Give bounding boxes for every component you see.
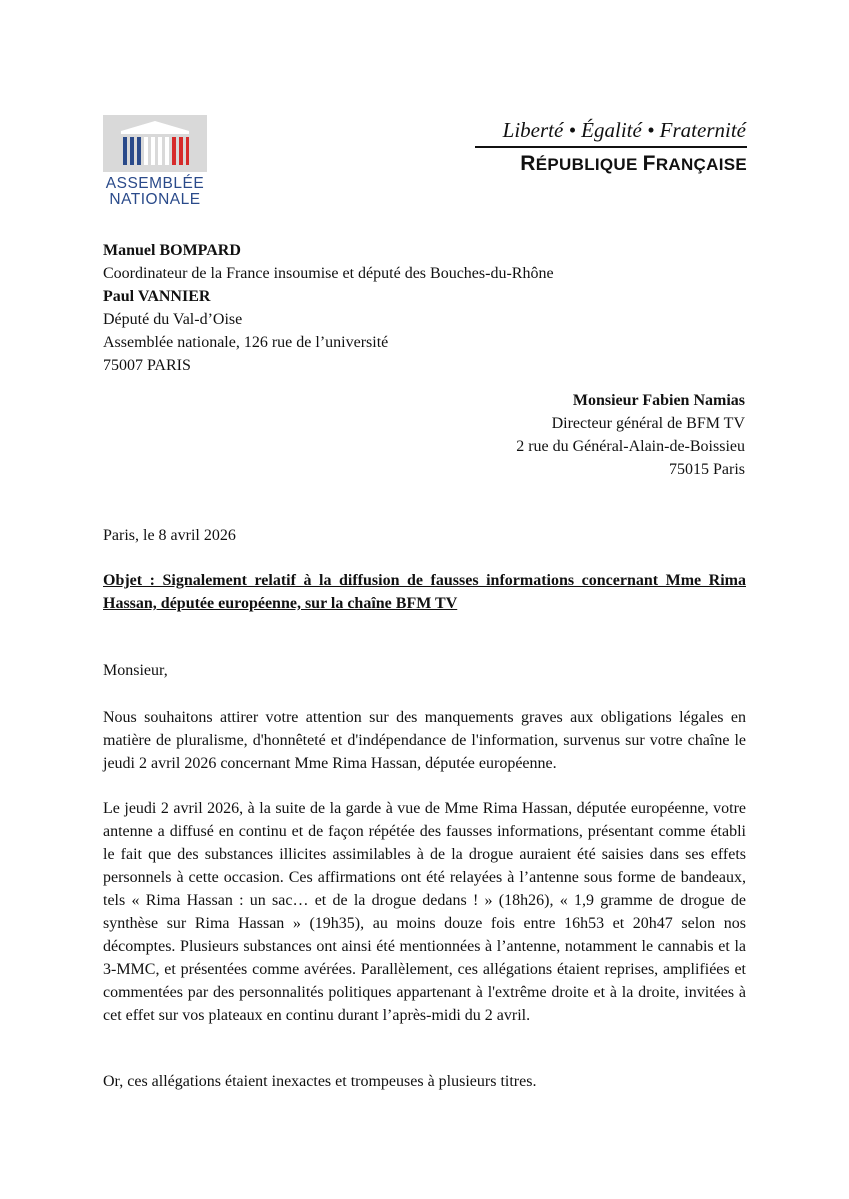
salutation: Monsieur,: [103, 662, 168, 679]
logo-emblem: [103, 115, 207, 172]
sender-name-2: Paul VANNIER: [103, 288, 211, 305]
recipient-name: Monsieur Fabien Namias: [572, 392, 745, 409]
republic-motto: Liberté • Égalité • Fraternité: [502, 118, 746, 142]
body-paragraph-1: Nous souhaitons attirer votre attention sur des manquements graves aux obligations légales en matière de pluralisme, d'honnêteté et d'indépendance de l'information, survenus sur votre chaîne le jeudi 2 avril 2026 concernant Mme Rima Hassan, députée européenne.: [103, 709, 746, 772]
hemicycle-icon: [103, 115, 207, 172]
sender-address: Assemblée nationale, 126 rue de l’université: [103, 334, 389, 351]
sender-title-2: Député du Val-d’Oise: [103, 311, 243, 328]
letter-date: Paris, le 8 avril 2026: [103, 527, 236, 544]
republic-initial-f: F: [642, 152, 656, 175]
header-divider: [475, 146, 747, 148]
sender-title-1: Coordinateur de la France insoumise et député des Bouches-du-Rhône: [103, 265, 554, 282]
logo-text-line1: ASSEMBLÉE: [105, 175, 205, 192]
sender-name-1: Manuel BOMPARD: [103, 242, 241, 259]
recipient-address: 2 rue du Général-Alain-de-Boissieu: [516, 438, 745, 455]
letter-object: Objet : Signalement relatif à la diffusion de fausses informations concernant Mme Rima Hassan, députée européenne, sur la chaîne BFM TV: [103, 572, 746, 612]
body-paragraph-3: Or, ces allégations étaient inexactes et trompeuses à plusieurs titres.: [103, 1073, 537, 1090]
republique-francaise-title: [520, 152, 747, 176]
sender-block: [103, 239, 554, 377]
recipient-title: Directeur général de BFM TV: [551, 415, 745, 432]
assemblee-nationale-logo: [103, 115, 207, 209]
republic-initial-r: R: [520, 152, 536, 175]
recipient-block: [516, 389, 745, 481]
republic-word-rest: ÉPUBLIQUE: [535, 155, 643, 174]
body-paragraph-2: Le jeudi 2 avril 2026, à la suite de la garde à vue de Mme Rima Hassan, députée européenne, votre antenne a diffusé en continu et de façon répétée des fausses informations, présentant comme établi le fait que des substances illicites assimilables à de la drogue auraient été saisies dans ses effets personnels à cette occasion. Ces affirmations ont été relayées à l’antenne sous forme de bandeaux, tels « Rima Hassan : un sac… et de la drogue dedans ! » (18h26), « 1,9 gramme de drogue de synthèse sur Rima Hassan » (19h35), au moins douze fois entre 16h53 et 20h47 selon nos décomptes. Plusieurs substances ont ainsi été mentionnées à l’antenne, notamment le cannabis et la 3-MMC, et présentées comme avérées. Parallèlement, ces allégations étaient reprises, amplifiées et commentées par des personnalités politiques appartenant à l'extrême droite et à la droite, invitées à cet effet sur vos plateaux en continu durant l’après-midi du 2 avril.: [103, 800, 746, 1024]
logo-text-line2: NATIONALE: [109, 191, 201, 208]
recipient-city: 75015 Paris: [669, 461, 745, 478]
sender-city: 75007 PARIS: [103, 357, 191, 374]
francaise-word-rest: RANÇAISE: [655, 155, 747, 174]
